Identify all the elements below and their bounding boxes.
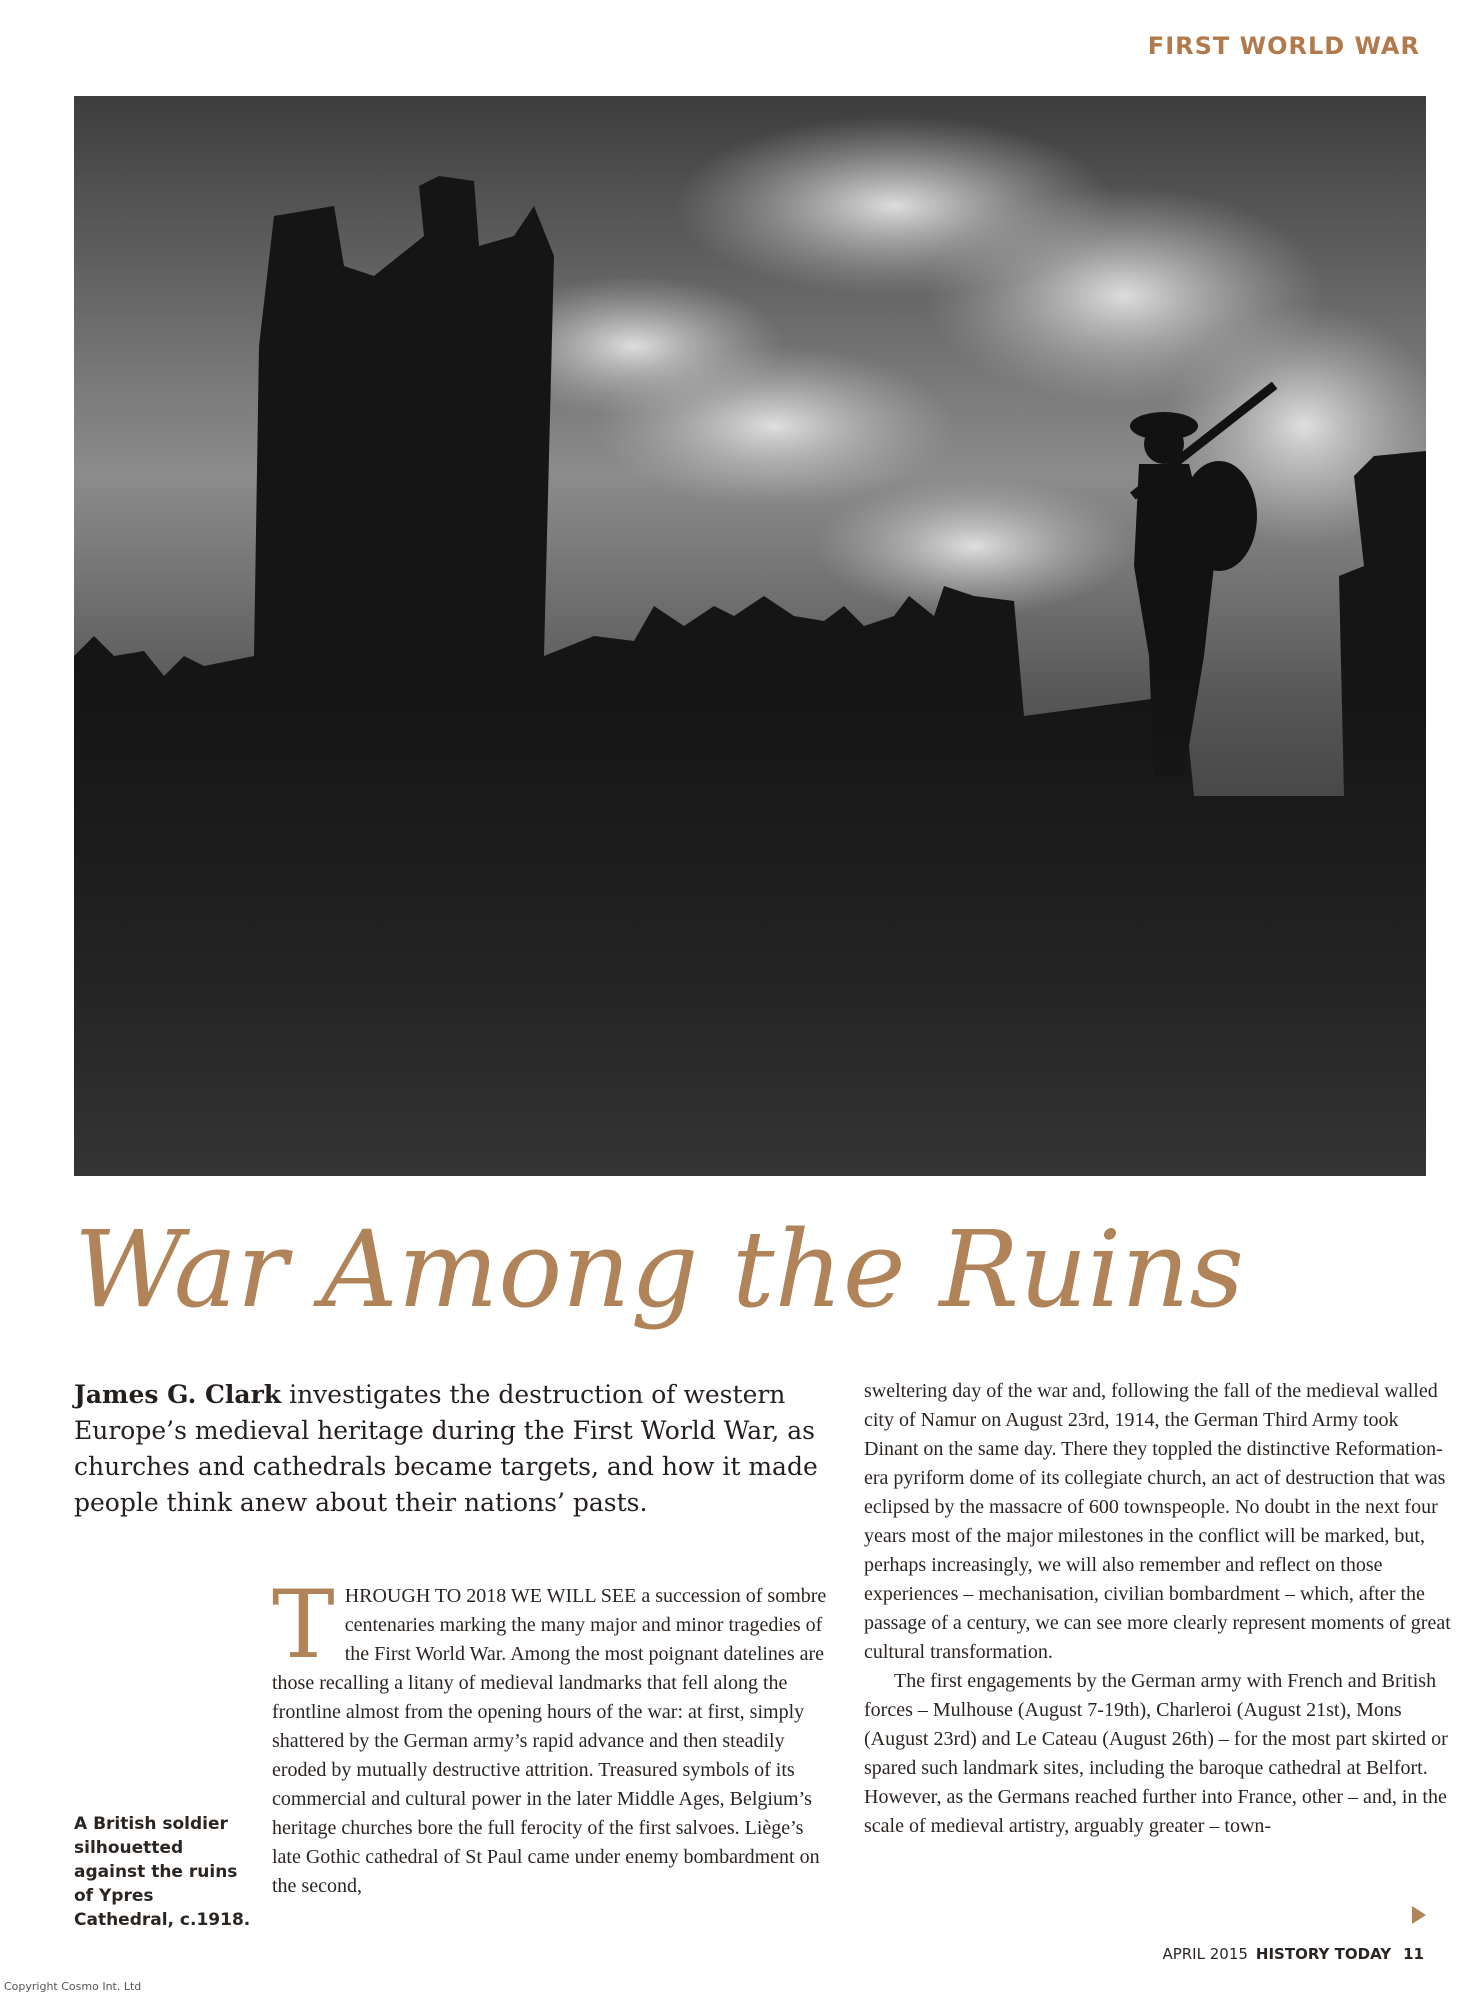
hero-photo [74, 96, 1426, 1176]
page-footer [1162, 1945, 1424, 1963]
article-headline: War Among the Ruins [74, 1208, 1244, 1331]
standfirst-text: investigates the destruction of western Europe’s medieval heritage during the First World War, as churches and cathedrals became targets, and how it made people think anew about their nations’ pasts. [74, 1380, 818, 1517]
section-label: FIRST WORLD WAR [1147, 32, 1420, 60]
magazine-name: HISTORY TODAY [1255, 1945, 1392, 1963]
copyright-notice: Copyright Cosmo Int. Ltd [4, 1980, 142, 1993]
page-number: 11 [1403, 1945, 1424, 1963]
photo-caption: A British soldier silhouetted against the ruins of Ypres Cathedral, c.1918. [74, 1814, 251, 1930]
standfirst [74, 1377, 844, 1521]
paragraph: The first engagements by the German army with French and British forces – Mulhouse (August 7-19th), Charleroi (August 21st), Mons (August 23rd) and Le Cateau (August 26th) – for the most part skirted or spared such landmark sites, including the baroque cathedral at Belfort. However, as the Germans reached further into France, other – and, in the scale of medieval artistry, arguably greater – town- [864, 1670, 1448, 1837]
body-column-2 [864, 1377, 1456, 1841]
body-text-col1: a succession of sombre centenaries marking the many major and minor tragedies of the First World War. Among the most poignant datelines are those recalling a litany of medieval landmarks that fell along the frontline almost from the opening hours of the war: at first, simply shattered by the German army’s rapid advance and then steadily eroded by mutually destructive attrition. Treasured symbols of its commercial and cultural power in the later Middle Ages, Belgium’s heritage churches bore the full ferocity of the first salvoes. Liège’s late Gothic cathedral of St Paul came under enemy bombardment on the second, [272, 1585, 827, 1897]
ruins-silhouette-image [74, 96, 1426, 1176]
lead-in: HROUGH TO 2018 WE WILL SEE [344, 1585, 637, 1607]
paragraph: sweltering day of the war and, following the fall of the medieval walled city of Namur on August 23rd, 1914, the German Third Army took Dinant on the same day. There they toppled the distinctive Reformation-era pyriform dome of its collegiate church, an act of destruction that was eclipsed by the massacre of 600 townspeople. No doubt in the next four years most of the major milestones in the conflict will be marked, but, perhaps increasingly, we will also remember and reflect on those experiences – mechanisation, civilian bombardment – which, after the passage of a century, we can see more clearly represent moments of great cultural transformation. [864, 1380, 1451, 1663]
drop-cap: T [272, 1571, 335, 1680]
body-column-1 [272, 1571, 832, 1901]
issue-date: APRIL 2015 [1162, 1945, 1248, 1963]
author-name: James G. Clark [74, 1380, 282, 1409]
continue-arrow-icon [1412, 1906, 1426, 1924]
